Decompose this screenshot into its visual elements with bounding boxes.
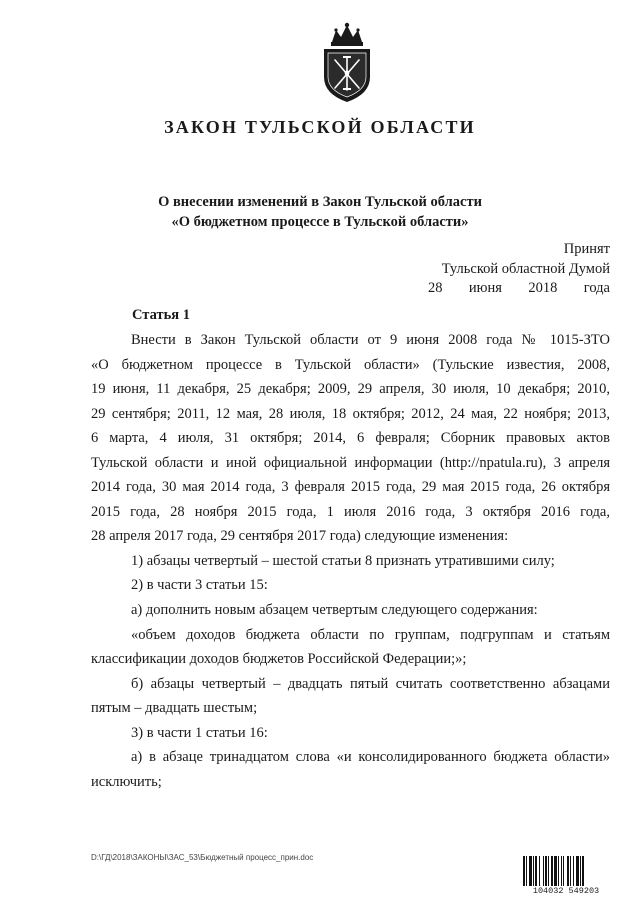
document-type: ЗАКОН ТУЛЬСКОЙ ОБЛАСТИ: [164, 117, 476, 137]
barcode-bar: [539, 856, 540, 886]
body-line: Внести в Закон Тульской области от 9 июня 2008 года № 1015-ЗТО: [131, 332, 610, 348]
body-line: 2014 года, 30 мая 2014 года, 3 февраля 2015 года, 29 мая 2015 года, 26 октября: [91, 479, 610, 496]
article-body: [91, 328, 610, 794]
barcode-bar: [548, 856, 549, 886]
body-line: б) абзацы четвертый – двадцать пятый считать соответственно абзацами: [131, 675, 610, 692]
adoption-line-2: Тульской областной Думой: [441, 261, 610, 277]
barcode-bar: [561, 856, 562, 886]
barcode-bar: [545, 856, 547, 886]
body-line: 1) абзацы четвертый – шестой статьи 8 признать утратившими силу;: [131, 552, 555, 569]
barcode-bar: [567, 856, 569, 886]
document-title-line-1: О внесении изменений в Закон Тульской области: [158, 194, 482, 210]
body-line: 29 сентября; 2011, 12 мая, 28 июля, 18 октября; 2012, 24 мая, 22 ноября; 2013,: [91, 405, 610, 422]
body-line: а) в абзаце тринадцатом слова «и консолидированного бюджета области»: [131, 749, 610, 766]
coat-of-arms-icon: [318, 22, 376, 104]
body-line: а) дополнить новым абзацем четвертым следующего содержания:: [131, 602, 538, 619]
document-title-line-2: «О бюджетном процессе в Тульской области»: [171, 214, 469, 230]
adoption-line-1: Принят: [563, 241, 610, 257]
barcode-bar: [558, 856, 559, 886]
body-line: 19 июня, 11 декабря, 25 декабря; 2009, 29 апреля, 30 июля, 10 декабря; 2010,: [91, 381, 610, 398]
body-line: Тульской области и иной официальной информации (http://npatula.ru), 3 апреля: [91, 454, 610, 471]
barcode-bar: [526, 856, 527, 886]
barcode-bar: [551, 856, 553, 886]
adoption-date: 28 июня 2018 года: [428, 280, 610, 296]
barcode-bar: [582, 856, 584, 886]
body-line: 2015 года, 28 ноября 2015 года, 1 июля 2016 года, 3 октября 2016 года,: [91, 503, 610, 520]
barcode-bar: [576, 856, 579, 886]
barcode-bar: [523, 856, 525, 886]
barcode-bar: [563, 856, 564, 886]
barcode-bar: [535, 856, 537, 886]
barcode-bar: [533, 856, 534, 886]
barcode-number: 104032 549203: [532, 886, 600, 896]
barcode-bar: [570, 856, 571, 886]
barcode-bar: [554, 856, 557, 886]
body-line: 2) в части 3 статьи 15:: [131, 577, 268, 594]
barcode-bar: [543, 856, 544, 886]
body-line: 6 марта, 4 июля, 31 октября; 2014, 6 февраля; Сборник правовых актов: [91, 430, 610, 447]
body-line: «О бюджетном процессе в Тульской области» (Тульские известия, 2008,: [91, 356, 610, 373]
body-line: 28 апреля 2017 года, 29 сентября 2017 года) следующие изменения:: [91, 528, 509, 545]
body-line: исключить;: [91, 773, 162, 790]
body-line: пятым – двадцать шестым;: [91, 700, 258, 717]
file-path-footer: D:\ГД\2018\ЗАКОНЫ\ЗАС_53\Бюджетный процесс_прин.doc: [91, 853, 314, 862]
article-heading: Статья 1: [132, 307, 190, 323]
barcode-icon: [523, 856, 607, 886]
barcode-bar: [580, 856, 581, 886]
barcode-bar: [573, 856, 574, 886]
body-line: 3) в части 1 статьи 16:: [131, 724, 268, 741]
body-line: классификации доходов бюджетов Российской Федерации;»;: [91, 651, 467, 668]
barcode-bar: [529, 856, 532, 886]
body-line: «объем доходов бюджета области по группам, подгруппам и статьям: [131, 626, 610, 643]
